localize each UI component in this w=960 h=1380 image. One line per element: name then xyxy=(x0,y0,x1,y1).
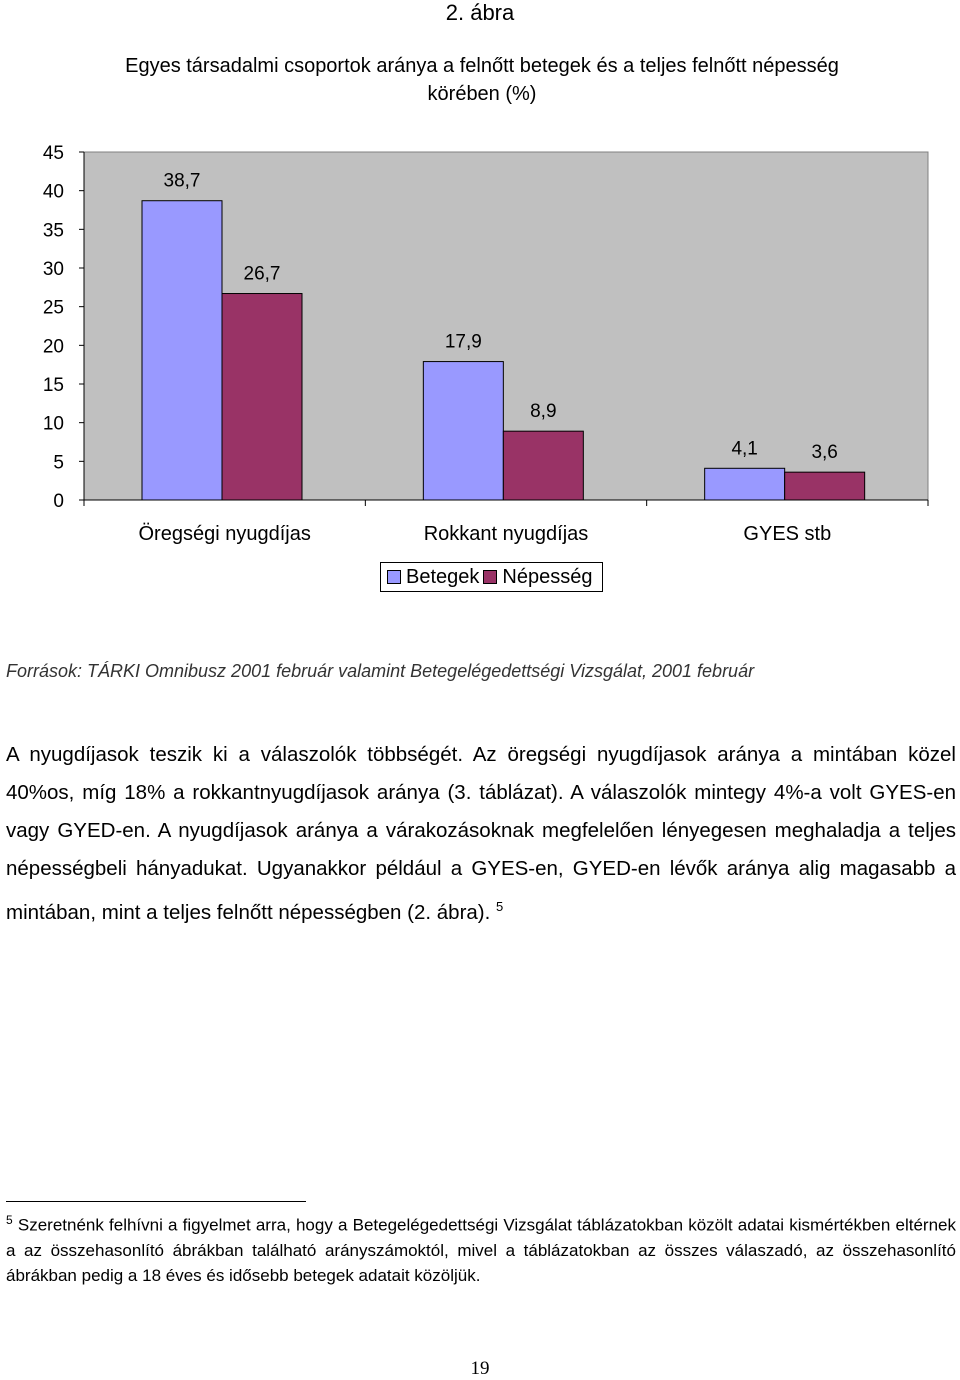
legend-label-nepesseg: Népesség xyxy=(502,565,593,588)
x-category-label: GYES stb xyxy=(743,523,832,545)
data-label: 8,9 xyxy=(530,401,557,423)
chart-legend xyxy=(380,562,603,592)
bar xyxy=(142,201,222,500)
x-category-label: Rokkant nyugdíjas xyxy=(423,523,589,545)
data-label: 26,7 xyxy=(243,263,281,285)
body-paragraph xyxy=(6,736,956,932)
bar-chart xyxy=(0,0,960,560)
legend-item-betegek xyxy=(387,566,479,589)
bar xyxy=(503,431,583,500)
y-tick-label: 5 xyxy=(53,452,64,474)
bar xyxy=(705,468,785,500)
y-tick-label: 10 xyxy=(42,413,64,435)
y-tick-label: 30 xyxy=(42,259,64,280)
footnote-text: Szeretnénk felhívni a figyelmet arra, hogy a Betegelégedettségi Vizsgálat táblázatokban közölt adatai kismértékben eltérnek a az összehasonlító ábrákban található arányszámoktól, mivel a táblázatokban az összes válaszadó, az összehasonlító ábrákban pedig a 18 éves és idősebb betegek adatait közöljük. xyxy=(6,1215,956,1285)
legend-item-nepesseg xyxy=(483,566,592,589)
y-tick-label: 15 xyxy=(42,375,64,396)
legend-label-betegek: Betegek xyxy=(406,565,480,588)
footnote-reference: 5 xyxy=(496,899,504,914)
bar xyxy=(222,294,302,500)
data-label: 17,9 xyxy=(444,331,482,353)
data-label: 4,1 xyxy=(731,438,758,460)
footnote-rule xyxy=(6,1201,306,1202)
page-number: 19 xyxy=(470,1358,490,1379)
data-label: 3,6 xyxy=(811,442,838,464)
y-tick-label: 35 xyxy=(42,220,64,242)
legend-swatch-betegek xyxy=(387,570,401,584)
y-tick-label: 25 xyxy=(42,297,64,319)
chart-sources: Források: TÁRKI Omnibusz 2001 február valamint Betegelégedettségi Vizsgálat, 2001 február xyxy=(6,661,755,681)
y-tick-label: 45 xyxy=(42,143,64,164)
y-tick-label: 40 xyxy=(42,181,64,203)
footnote xyxy=(6,1208,956,1288)
legend-swatch-nepesseg xyxy=(483,570,497,584)
y-tick-label: 20 xyxy=(42,336,64,358)
footnote-marker: 5 xyxy=(6,1213,13,1227)
figure-label: 2. ábra xyxy=(445,0,515,25)
bar xyxy=(785,472,865,500)
x-category-label: Öregségi nyugdíjas xyxy=(138,523,311,545)
data-label: 38,7 xyxy=(163,170,201,192)
y-tick-label: 0 xyxy=(53,491,64,512)
body-paragraph-text: A nyugdíjasok teszik ki a válaszolók többségét. Az öregségi nyugdíjasok aránya a mintában közel 40%os, míg 18% a rokkantnyugdíjasok aránya (3. táblázat). A válaszolók mintegy 4%-a volt GYES-en vagy GYED-en. A nyugdíjasok aránya a várakozásoknak megfelelően lényegesen meghaladja a teljes népességbeli hányadukat. Ugyanakkor például a GYES-en, GYED-en lévők aránya alig magasabb a mintában, mint a teljes felnőtt népességben (2. ábra). xyxy=(6,743,956,924)
bar xyxy=(423,362,503,500)
chart-title: Egyes társadalmi csoportok aránya a felnőtt betegek és a teljes felnőtt népesség körében (%) xyxy=(125,55,839,105)
